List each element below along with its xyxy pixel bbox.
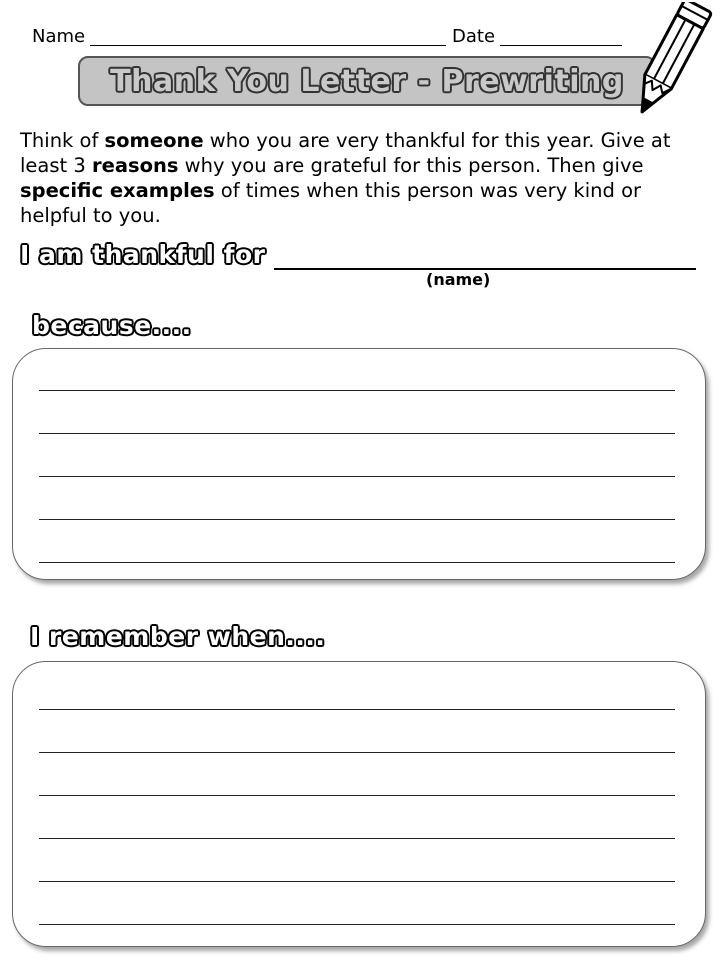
instructions-emphasis: someone — [104, 129, 204, 152]
instructions-text — [20, 128, 710, 228]
writing-line[interactable] — [39, 709, 675, 710]
because-heading: because.... — [32, 311, 192, 340]
instructions-emphasis: specific examples — [20, 179, 215, 202]
remember-heading: I remember when.... — [30, 622, 326, 651]
writing-line[interactable] — [39, 476, 675, 477]
writing-line[interactable] — [39, 519, 675, 520]
date-line[interactable] — [500, 45, 622, 46]
because-writing-box[interactable] — [12, 348, 706, 580]
writing-line[interactable] — [39, 881, 675, 882]
writing-line[interactable] — [39, 752, 675, 753]
instructions-part: who you are very thankful for this year. Give at least 3 — [20, 129, 671, 177]
writing-line[interactable] — [39, 795, 675, 796]
instructions-part: why you are grateful for this person. Then give — [178, 154, 644, 177]
writing-line[interactable] — [39, 562, 675, 563]
writing-line[interactable] — [39, 433, 675, 434]
name-line[interactable] — [90, 45, 446, 46]
date-label: Date — [452, 26, 496, 47]
name-caption: (name) — [426, 270, 491, 289]
title-banner — [78, 56, 656, 106]
writing-line[interactable] — [39, 390, 675, 391]
name-label: Name — [32, 26, 86, 47]
writing-line[interactable] — [39, 924, 675, 925]
instructions-emphasis: reasons — [91, 154, 179, 177]
page-title: Thank You Letter - Prewriting — [110, 63, 624, 99]
instructions-part: of times when this person was very kind or helpful to you. — [20, 179, 642, 227]
thankful-heading: I am thankful for — [20, 240, 266, 269]
remember-writing-box[interactable] — [12, 661, 706, 947]
writing-line[interactable] — [39, 838, 675, 839]
instructions-part: Think of — [20, 129, 105, 152]
pencil-icon — [618, 2, 718, 120]
